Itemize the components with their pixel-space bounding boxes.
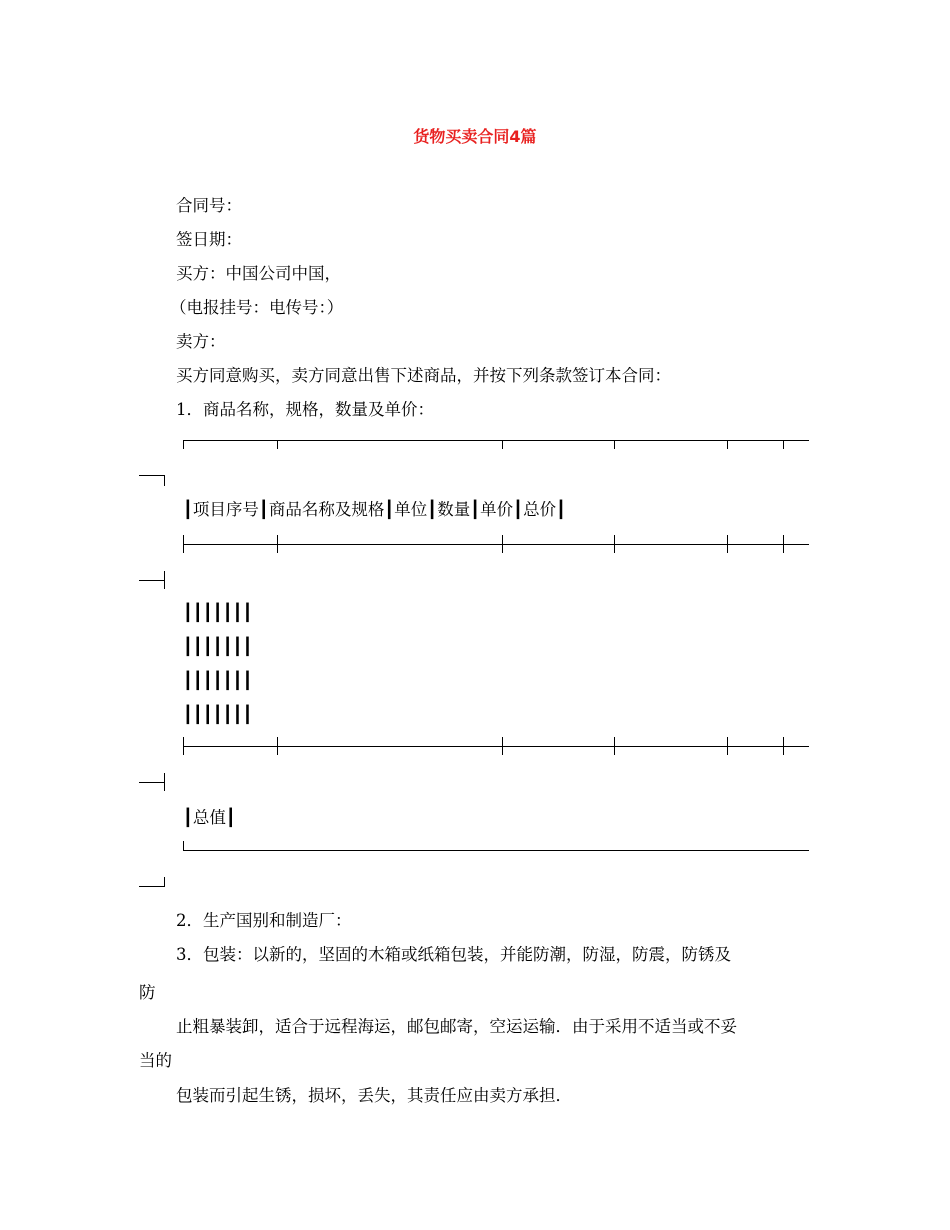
contract-number-line: 合同号： — [176, 196, 242, 215]
table-row: ┃┃┃┃┃┃┃ — [183, 637, 253, 656]
clause-2-line: 2．生产国别和制造厂： — [176, 911, 352, 930]
sign-date-line: 签日期： — [176, 230, 242, 249]
table-row: ┃┃┃┃┃┃┃ — [183, 705, 253, 724]
clause-3-continuation: 止粗暴装卸，适合于远程海运，邮包邮寄，空运运输．由于采用不适当或不妥 — [176, 1017, 737, 1036]
clause-3-line: 3．包装：以新的，坚固的木箱或纸箱包装，并能防潮，防湿，防震，防锈及 — [176, 945, 731, 964]
table-row: ┃┃┃┃┃┃┃ — [183, 603, 253, 622]
table-header-row: ┃项目序号┃商品名称及规格┃单位┃数量┃单价┃总价┃ — [183, 500, 567, 519]
clause-3-continuation: 包装而引起生锈，损坏，丢失，其责任应由卖方承担． — [176, 1086, 572, 1105]
clause-3-continuation: 防 — [139, 983, 156, 1002]
table-row: ┃┃┃┃┃┃┃ — [183, 671, 253, 690]
clause-3-continuation: 当的 — [139, 1051, 172, 1070]
seller-line: 卖方： — [176, 332, 226, 351]
table-total-row: ┃总值┃ — [183, 808, 236, 827]
clause-1-heading: 1．商品名称，规格，数量及单价： — [176, 400, 434, 419]
telegraph-line: （电报挂号：电传号：） — [170, 298, 344, 317]
document-title: 货物买卖合同4篇 — [413, 127, 537, 146]
agreement-line: 买方同意购买，卖方同意出售下述商品，并按下列条款签订本合同： — [176, 366, 671, 385]
buyer-line: 买方：中国公司中国， — [176, 264, 341, 283]
